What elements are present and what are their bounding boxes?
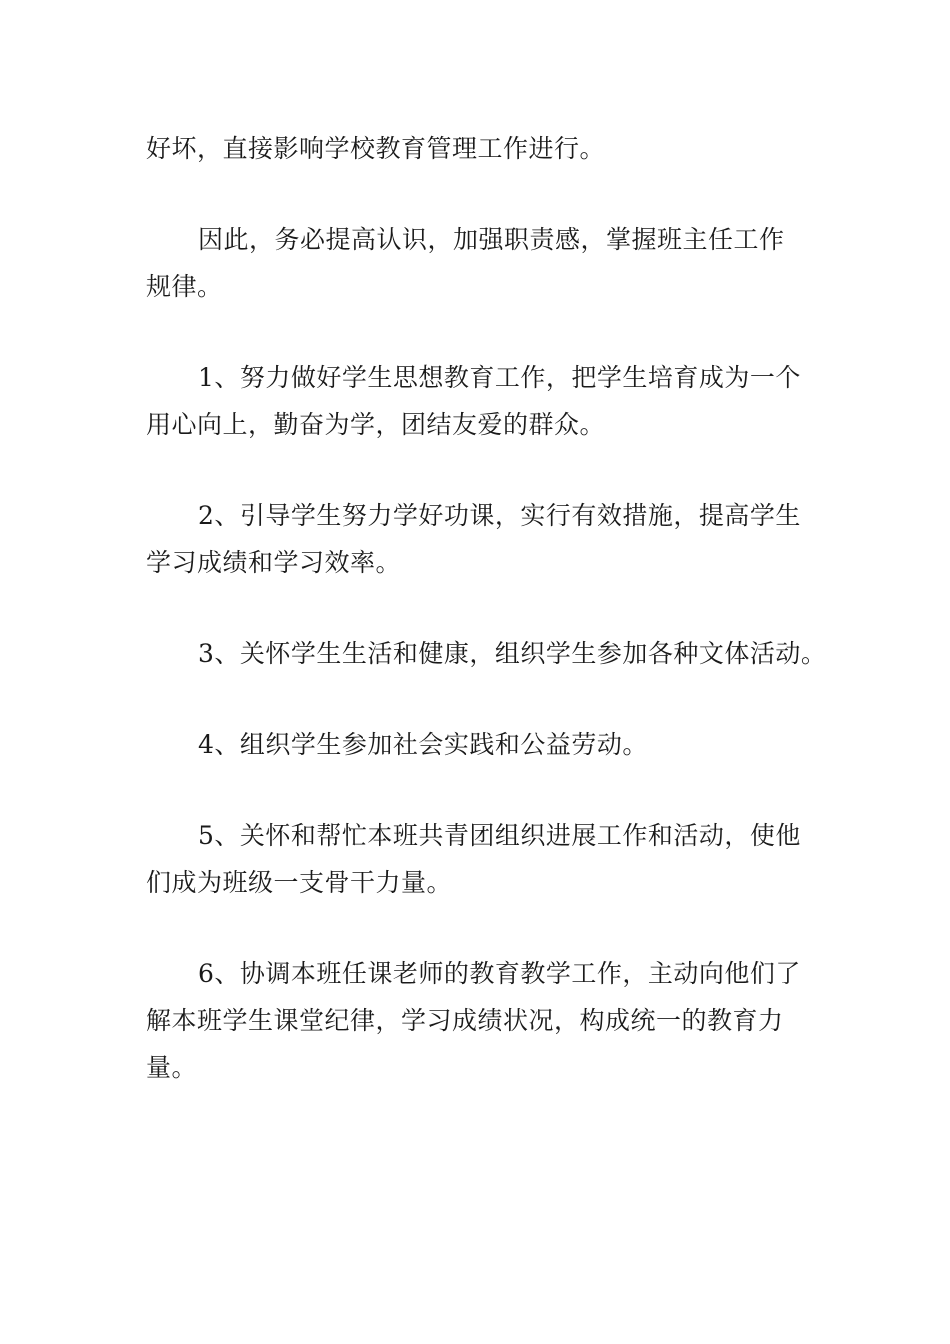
list-item-1: [146, 354, 810, 448]
text-line: 4、组织学生参加社会实践和公益劳动。: [198, 730, 648, 759]
list-item-4: [146, 721, 810, 768]
list-item-3: [146, 630, 827, 677]
text-line: 5、关怀和帮忙本班共青团组织进展工作和活动，使他: [198, 821, 801, 850]
text-line: 规律。: [146, 272, 223, 301]
text-line: 1、努力做好学生思想教育工作，把学生培育成为一个: [198, 363, 801, 392]
list-item-2: [146, 492, 810, 586]
text-line: 好坏，直接影响学校教育管理工作进行。: [146, 134, 606, 163]
paragraph-continuation: [146, 125, 810, 172]
paragraph-intro: [146, 216, 810, 310]
list-item-6: [146, 950, 810, 1091]
text-line: 量。: [146, 1053, 198, 1082]
text-line: 解本班学生课堂纪律，学习成绩状况，构成统一的教育力: [146, 1006, 784, 1035]
document-body: [146, 125, 827, 1135]
text-line: 学习成绩和学习效率。: [146, 548, 402, 577]
text-line: 用心向上，勤奋为学，团结友爱的群众。: [146, 410, 606, 439]
list-item-5: [146, 812, 810, 906]
text-line: 2、引导学生努力学好功课，实行有效措施，提高学生: [198, 501, 801, 530]
text-line: 们成为班级一支骨干力量。: [146, 868, 453, 897]
text-line: 3、关怀学生生活和健康，组织学生参加各种文体活动。: [198, 639, 827, 668]
text-line: 因此，务必提高认识，加强职责感，掌握班主任工作: [198, 225, 785, 254]
text-line: 6、协调本班任课老师的教育教学工作，主动向他们了: [198, 959, 801, 988]
